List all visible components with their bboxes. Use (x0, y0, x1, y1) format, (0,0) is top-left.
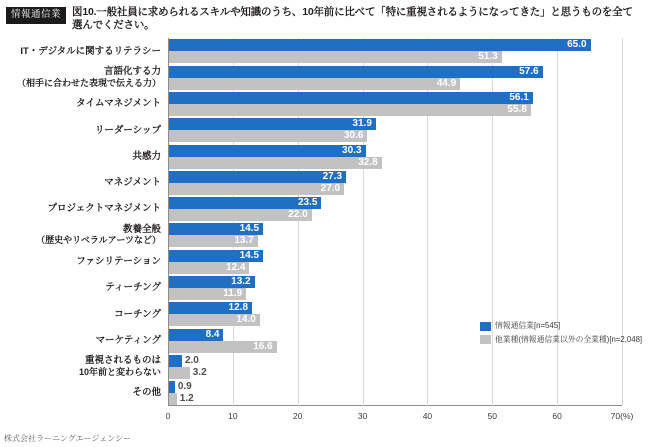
category-label: タイムマネジメント (76, 98, 161, 110)
x-tick-label: 40 (422, 411, 433, 422)
bar-value-label: 14.5 (239, 249, 260, 261)
bar-value-label: 14.0 (236, 314, 256, 326)
legend-swatch-icon (480, 322, 491, 331)
bar-series2 (169, 262, 249, 274)
bar-series2 (169, 341, 277, 353)
bar-row (78, 354, 622, 379)
bar-value-label: 65.0 (567, 39, 587, 51)
bar-value-label: 13.2 (231, 275, 251, 287)
category-label: リーダーシップ (94, 124, 161, 136)
bar-value-label: 12.8 (228, 302, 249, 314)
bar-value-label: 32.8 (358, 156, 378, 168)
legend-item-series1 (480, 320, 642, 332)
bar-value-label: 51.3 (478, 51, 498, 63)
x-tick-label: 20 (292, 411, 303, 422)
bar-row (132, 381, 622, 405)
x-tick-label: 30 (357, 411, 368, 422)
bar-value-label: 55.8 (507, 103, 527, 115)
chart-legend (480, 320, 642, 347)
plot-region (16, 38, 634, 422)
bar-row (16, 65, 622, 90)
x-tick-label: 10 (228, 411, 238, 422)
bar-value-label: 27.0 (320, 182, 341, 194)
bar-row (104, 170, 622, 195)
bar-value-label: 30.3 (342, 144, 362, 156)
bar-value-label: 8.4 (205, 328, 220, 340)
category-label: コーチング (114, 308, 161, 320)
bar-series1 (169, 354, 199, 367)
gridline (622, 38, 623, 406)
bar-series1 (169, 276, 255, 288)
bar-series1 (169, 39, 591, 51)
bar-value-label: 0.9 (177, 381, 192, 393)
bar-series2 (169, 393, 194, 405)
category-label: その他 (132, 387, 161, 399)
category-label: マネジメント (104, 177, 161, 189)
bar-value-label: 3.2 (192, 366, 207, 378)
bar-value-label: 12.4 (225, 261, 246, 273)
bar-series2 (169, 130, 367, 142)
bar-series2 (169, 314, 260, 326)
bar-value-label: 56.1 (509, 91, 529, 103)
category-label: ファシリテーション (76, 255, 161, 267)
bar-series1 (169, 171, 346, 183)
bar-value-label: 14.5 (239, 223, 260, 235)
bar-series1 (169, 92, 533, 104)
bar-row (76, 91, 622, 116)
bar-row (20, 39, 622, 63)
industry-badge: 情報通信業 (6, 7, 66, 24)
legend-swatch-icon (480, 335, 491, 344)
bar-value-label: 57.6 (519, 65, 539, 77)
bar-series2 (169, 366, 207, 379)
bar-series1 (169, 197, 321, 209)
bar-row (47, 197, 622, 221)
credit-text: 株式会社ラーニングエージェンシー (4, 434, 132, 443)
x-tick-label: 50 (487, 411, 498, 422)
category-label: 重視されるものは 10年前と変わらない (78, 355, 161, 377)
x-tick-label: 0 (165, 411, 171, 422)
bar-value-label: 30.6 (343, 130, 364, 142)
bar-value-label: 16.6 (253, 340, 273, 352)
bar-series1 (169, 302, 252, 314)
bar-row (132, 144, 622, 169)
bar-value-label: 44.9 (436, 77, 457, 89)
bar-value-label: 11.9 (223, 287, 243, 299)
category-label: 共感力 (132, 150, 161, 162)
bar-series1 (169, 66, 543, 78)
legend-item-series2 (480, 334, 642, 346)
bar-row (36, 223, 622, 247)
x-tick-label: 70(%) (610, 411, 634, 422)
legend-label-series1: 情報通信業[n=545] (495, 321, 561, 331)
chart-area (0, 38, 650, 430)
bar-value-label: 23.5 (297, 197, 318, 209)
bar-series2 (169, 78, 460, 90)
category-label: マーケティング (95, 334, 161, 346)
bar-series2 (169, 157, 382, 169)
bar-series2 (169, 104, 531, 116)
bar-row (94, 118, 622, 142)
bar-series2 (169, 209, 312, 221)
page-title: 図10.一般社員に求められるスキルや知識のうち、10年前に比べて「特に重視されるようになってきた」と思うものを全て選んでください。 (72, 6, 633, 32)
bar-rows (16, 38, 622, 406)
bar-series1 (169, 329, 223, 341)
bar-value-label: 31.9 (352, 118, 372, 130)
bar-value-label: 1.2 (179, 393, 194, 405)
x-tick-label: 60 (552, 411, 562, 422)
bar-series1 (169, 118, 376, 130)
bar-series1 (169, 145, 366, 157)
bar-series2 (169, 235, 258, 247)
bar-value-label: 27.3 (322, 170, 343, 182)
bar-series1 (169, 250, 263, 262)
bar-value-label: 22.0 (288, 209, 308, 221)
chart-header (0, 0, 650, 32)
bar-row (105, 275, 622, 300)
bar-series1 (169, 381, 192, 393)
category-label: IT・デジタルに関するリテラシー (20, 45, 161, 57)
legend-label-series2: 他業種(情報通信業以外の全業種)[n=2,048] (495, 334, 643, 344)
bar-series2 (169, 183, 344, 195)
category-label: 言語化する力 （相手に合わせた表現で伝える力） (16, 66, 161, 88)
category-label: プロジェクトマネジメント (47, 203, 161, 215)
bar-value-label: 2.0 (184, 354, 199, 366)
bar-series2 (169, 288, 246, 300)
bar-series1 (169, 223, 263, 235)
category-label: ティーチング (105, 282, 161, 294)
bar-row (76, 249, 622, 274)
bar-series2 (169, 51, 502, 63)
bar-value-label: 13.7 (234, 235, 254, 247)
category-label: 教養全般 （歴史やリベラルアーツなど） (36, 223, 161, 246)
